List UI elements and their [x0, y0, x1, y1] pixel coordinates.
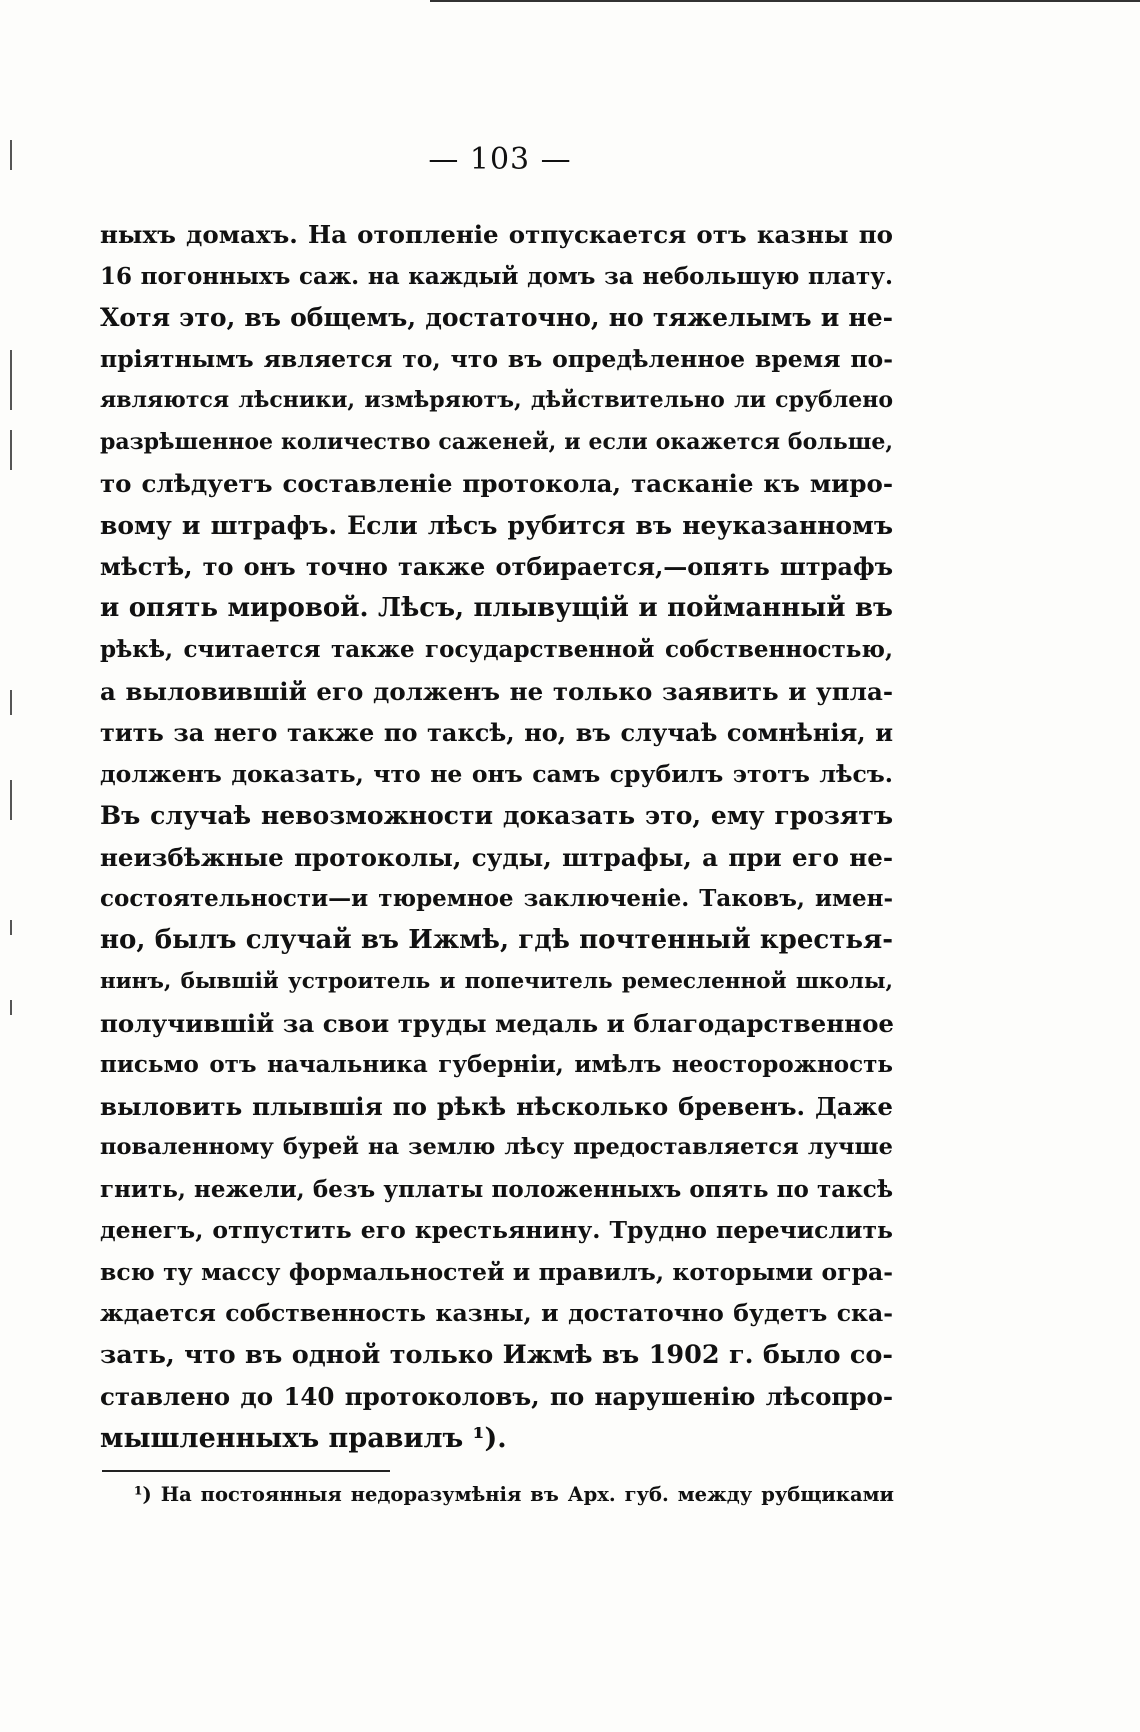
text-line: выловить плывшія по рѣкѣ нѣсколько бревенъ. Даже — [100, 1091, 893, 1121]
text-line: поваленному бурей на землю лѣсу предоставляется лучше — [100, 1134, 893, 1160]
text-line: зать, что въ одной только Ижмѣ въ 1902 г. было со- — [100, 1339, 893, 1370]
text-line: гнить, нежели, безъ уплаты положенныхъ опять по таксѣ — [100, 1175, 893, 1203]
body-text — [100, 214, 893, 1459]
text-line: а выловившій его долженъ не только заявить и упла- — [100, 676, 893, 706]
text-line: письмо отъ начальника губерніи, имѣлъ неосторожность — [100, 1051, 893, 1078]
page-number: — 103 — — [428, 142, 572, 177]
text-line: 16 погонныхъ саж. на каждый домъ за небольшую плату. — [100, 262, 893, 290]
text-line: всю ту массу формальностей и правилъ, которыми огра- — [100, 1257, 893, 1286]
text-line: мѣстѣ, то онъ точно также отбирается,—опять штрафъ — [100, 552, 893, 581]
text-line: вому и штрафъ. Если лѣсъ рубится въ неуказанномъ — [100, 510, 893, 540]
footnote: ¹) На постоянныя недоразумѣнія въ Арх. губ. между рубщиками — [134, 1483, 894, 1506]
text-line: то слѣдуетъ составленіе протокола, тасканіе къ миро- — [100, 469, 893, 498]
binding-edge-marks — [10, 100, 13, 1300]
text-line: тить за него также по таксѣ, но, въ случаѣ сомнѣнія, и — [100, 718, 893, 747]
text-line: получившій за свои труды медаль и благодарственное — [100, 1008, 895, 1038]
text-line: рѣкѣ, считается также государственной собственностью, — [100, 636, 893, 663]
text-line: ныхъ домахъ. На отопленіе отпускается отъ казны по — [100, 220, 893, 249]
text-line: неизбѣжные протоколы, суды, штрафы, а при его не- — [100, 842, 893, 872]
text-line: нинъ, бывшій устроитель и попечитель ремесленной школы, — [100, 969, 893, 994]
text-line: ждается собственность казны, и достаточно будетъ ска- — [100, 1299, 893, 1327]
text-line: долженъ доказать, что не онъ самъ срубилъ этотъ лѣсъ. — [100, 759, 893, 788]
text-line: Хотя это, въ общемъ, достаточно, но тяжелымъ и не- — [100, 303, 893, 332]
text-line: состоятельности—и тюремное заключеніе. Таковъ, имен- — [100, 885, 893, 912]
top-edge-rule — [430, 0, 1140, 2]
text-line: разрѣшенное количество саженей, и если окажется больше, — [100, 428, 893, 455]
text-line: ставлено до 140 протоколовъ, по нарушенію лѣсопро- — [100, 1382, 893, 1411]
text-line: являются лѣсники, измѣряютъ, дѣйствительно ли срублено — [100, 387, 893, 413]
text-line-last: мышленныхъ правилъ ¹). — [100, 1422, 507, 1454]
text-line: Въ случаѣ невозможности доказать это, ему грозятъ — [100, 801, 893, 830]
text-line: но, былъ случай въ Ижмѣ, гдѣ почтенный крестья- — [100, 924, 893, 955]
footnote-separator — [102, 1470, 390, 1472]
text-line: и опять мировой. Лѣсъ, плывущій и пойманный въ — [100, 592, 893, 623]
text-line: пріятнымъ является то, что въ опредѣленное время по- — [100, 344, 893, 373]
text-line: денегъ, отпустить его крестьянину. Трудно перечислить — [100, 1216, 893, 1244]
